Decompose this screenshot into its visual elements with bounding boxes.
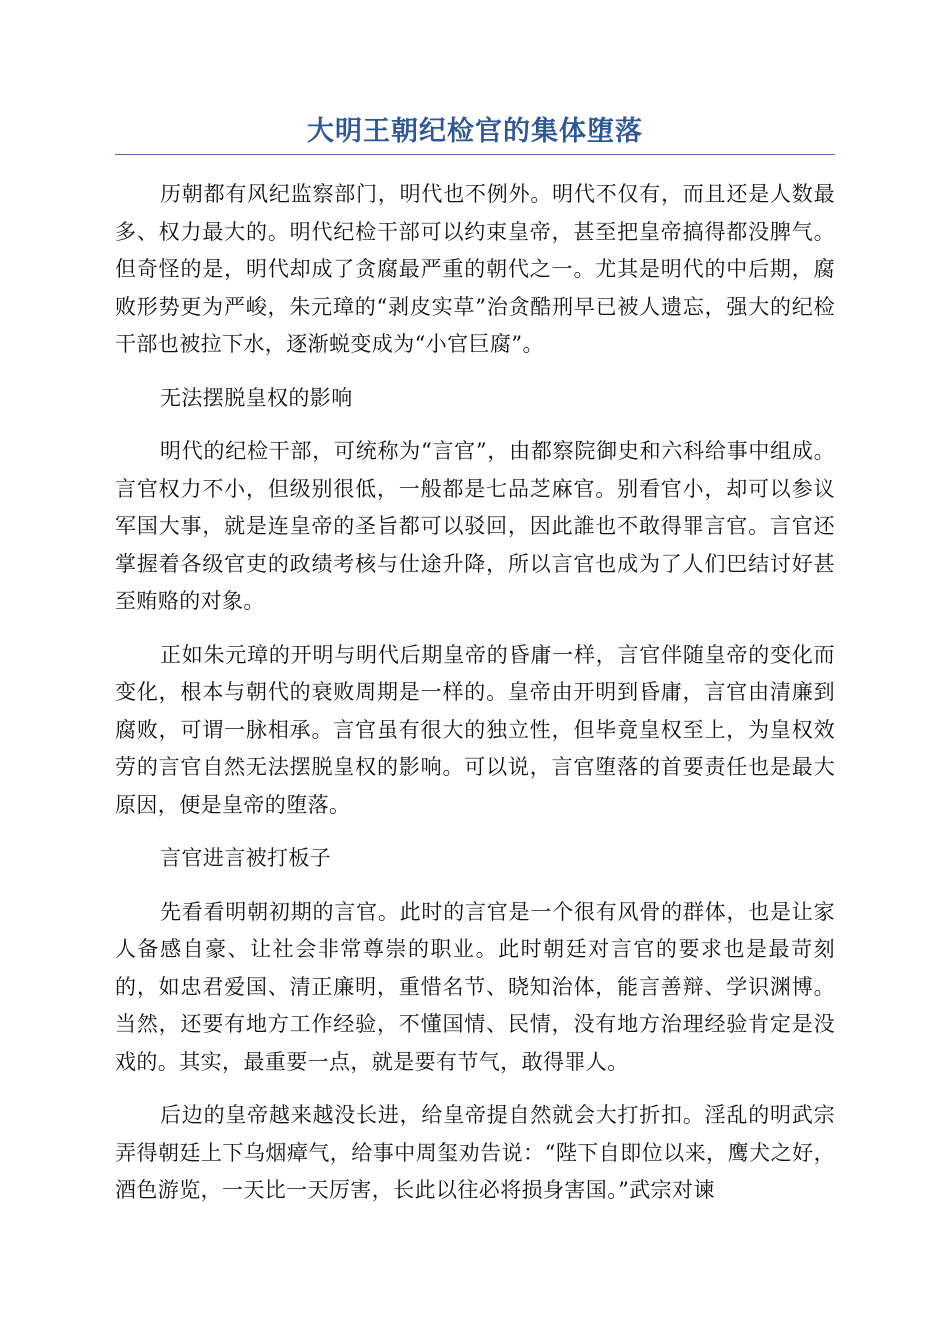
document-body [115, 176, 835, 1226]
paragraph-yanguan-definition: 明代的纪检干部，可统称为“言官”，由都察院御史和六科给事中组成。言官权力不小，但级别很低，一般都是七品芝麻官。别看官小，却可以参议军国大事，就是连皇帝的圣旨都可以驳回，因此誰也不敢得罪言官。言官还掌握着各级官吏的政绩考核与仕途升降，所以言官也成为了人们巴结讨好甚至贿赂的对象。 [115, 439, 835, 613]
section-heading-punishment: 言官进言被打板子 [160, 846, 332, 870]
paragraph-yanguan-decline: 正如朱元璋的开明与明代后期皇帝的昏庸一样，言官伴随皇帝的变化而变化，根本与朝代的衰败周期是一样的。皇帝由开明到昏庸，言官由清廉到腐败，可谓一脉相承。言官虽有很大的独立性，但毕竟皇权至上，为皇权效劳的言官自然无法摆脱皇权的影响。可以说，言官堕落的首要责任也是最大原因，便是皇帝的堕落。 [115, 642, 835, 817]
document-title: 大明王朝纪检官的集体堕落 [307, 116, 643, 147]
paragraph-later-emperors: 后边的皇帝越来越没长进，给皇帝提自然就会大打折扣。淫乱的明武宗弄得朝廷上下乌烟瘴气，给事中周玺劝告说：“陛下自即位以来，鹰犬之好，酒色游览，一天比一天厉害，长此以往必将损身害国。”武宗对谏 [115, 1103, 835, 1202]
paragraph-intro: 历朝都有风纪监察部门，明代也不例外。明代不仅有，而且还是人数最多、权力最大的。明代纪检干部可以约束皇帝，甚至把皇帝搞得都没脾气。但奇怪的是，明代却成了贪腐最严重的朝代之一。尤其是明代的中后期，腐败形势更为严峻，朱元璋的“剥皮实草”治贪酷刑早已被人遗忘，强大的纪检干部也被拉下水，逐渐蜕变成为“小官巨腐”。 [115, 182, 835, 356]
title-underline [115, 154, 835, 155]
section-heading-imperial-power: 无法摆脱皇权的影响 [160, 385, 353, 410]
paragraph-early-ming-yanguan: 先看看明朝初期的言官。此时的言官是一个很有风骨的群体，也是让家人备感自豪、让社会非常尊崇的职业。此时朝廷对言官的要求也是最苛刻的，如忠君爱国、清正廉明，重惜名节、晓知治体，能言善辩、学识渊博。当然，还要有地方工作经验，不懂国情、民情，没有地方治理经验肯定是没戏的。其实，最重要一点，就是要有节气，敢得罪人。 [115, 899, 835, 1074]
